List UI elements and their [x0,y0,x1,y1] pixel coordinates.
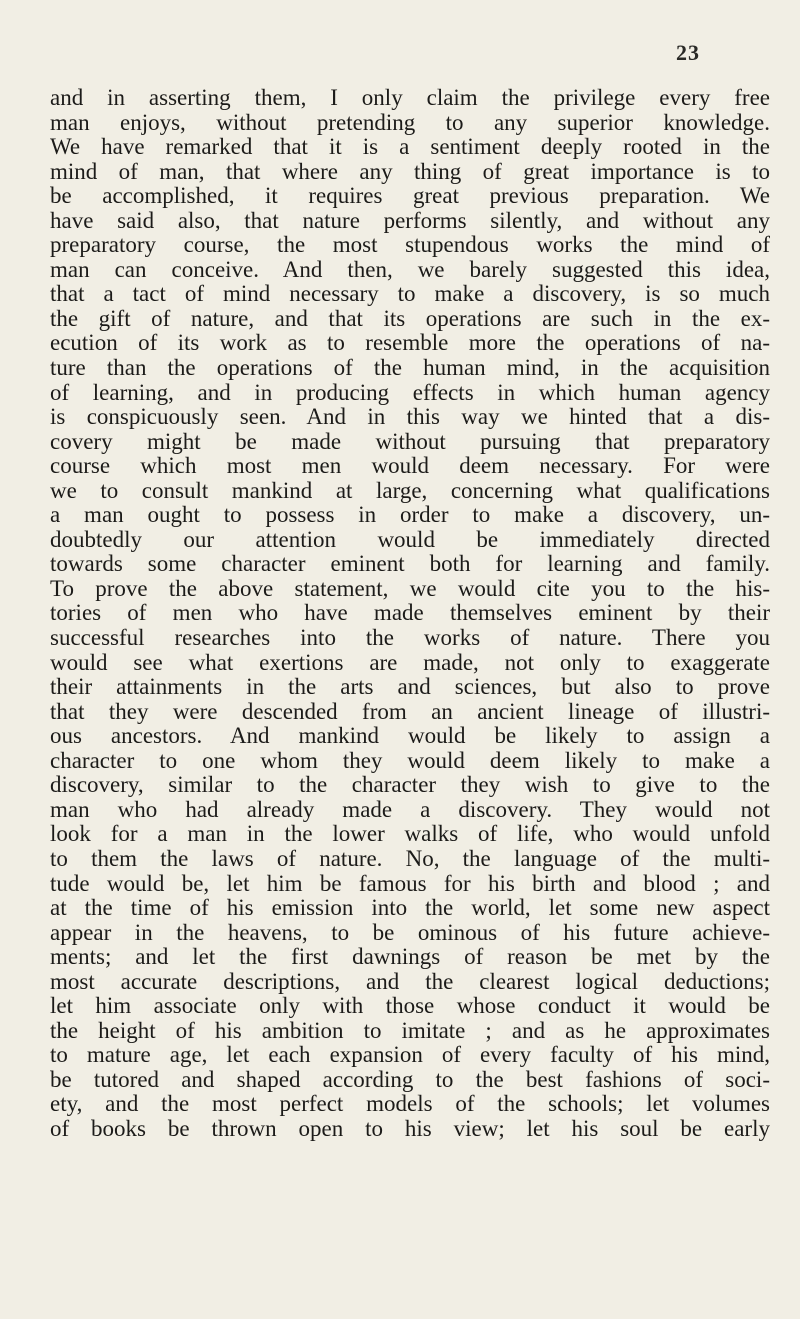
text-line: ety, and the most perfect models of the schools; let volumes [50,1092,770,1117]
text-line: To prove the above statement, we would cite you to the his- [50,576,770,601]
text-line: discovery, similar to the character they wish to give to the [50,773,770,798]
text-line: ecution of its work as to resemble more the operations of na- [50,331,770,356]
text-line: man enjoys, without pretending to any superior knowledge. [50,110,770,135]
text-line: man can conceive. And then, we barely suggested this idea, [50,257,770,282]
text-line: covery might be made without pursuing that preparatory [50,429,770,454]
text-line: the gift of nature, and that its operations are such in the ex- [50,306,770,331]
text-line: mind of man, that where any thing of great importance is to [50,159,770,184]
text-line: man who had already made a discovery. They would not [50,797,770,822]
text-line: successful researches into the works of nature. There you [50,626,770,651]
text-line: preparatory course, the most stupendous works the mind of [50,233,770,258]
text-line: most accurate descriptions, and the clearest logical deductions; [50,969,770,994]
text-line: course which most men would deem necessary. For were [50,454,770,479]
text-line: is conspicuously seen. And in this way we hinted that a dis- [50,405,770,430]
text-line: tories of men who have made themselves eminent by their [50,601,770,626]
page-number: 23 [676,40,700,65]
body-text [50,86,770,1142]
text-line: we to consult mankind at large, concerning what qualifications [50,478,770,503]
text-line: tude would be, let him be famous for his birth and blood ; and [50,871,770,896]
text-line: the height of his ambition to imitate ; and as he approximates [50,1018,770,1043]
text-line: let him associate only with those whose conduct it would be [50,994,770,1019]
text-line: would see what exertions are made, not only to exaggerate [50,650,770,675]
text-line: towards some character eminent both for learning and family. [50,552,770,577]
text-line: be tutored and shaped according to the best fashions of soci- [50,1067,770,1092]
text-line: of books be thrown open to his view; let his soul be early [50,1116,770,1141]
text-line: look for a man in the lower walks of life, who would unfold [50,822,770,847]
text-line: doubtedly our attention would be immediately directed [50,527,770,552]
text-line: be accomplished, it requires great previous preparation. We [50,184,770,209]
text-line: and in asserting them, I only claim the privilege every free [50,86,770,110]
text-line: that a tact of mind necessary to make a discovery, is so much [50,282,770,307]
text-line: to them the laws of nature. No, the language of the multi- [50,846,770,871]
text-line: character to one whom they would deem likely to make a [50,748,770,773]
text-line: a man ought to possess in order to make a discovery, un- [50,503,770,528]
text-line: have said also, that nature performs silently, and without any [50,208,770,233]
text-line: at the time of his emission into the world, let some new aspect [50,896,770,921]
text-line: appear in the heavens, to be ominous of his future achieve- [50,920,770,945]
text-line: that they were descended from an ancient lineage of illustri- [50,699,770,724]
text-line: We have remarked that it is a sentiment deeply rooted in the [50,135,770,160]
text-line: ture than the operations of the human mind, in the acquisition [50,356,770,381]
text-line: their attainments in the arts and sciences, but also to prove [50,675,770,700]
text-line: of learning, and in producing effects in which human agency [50,380,770,405]
text-line: ous ancestors. And mankind would be likely to assign a [50,724,770,749]
text-line: ments; and let the first dawnings of reason be met by the [50,945,770,970]
text-line: to mature age, let each expansion of every faculty of his mind, [50,1043,770,1068]
